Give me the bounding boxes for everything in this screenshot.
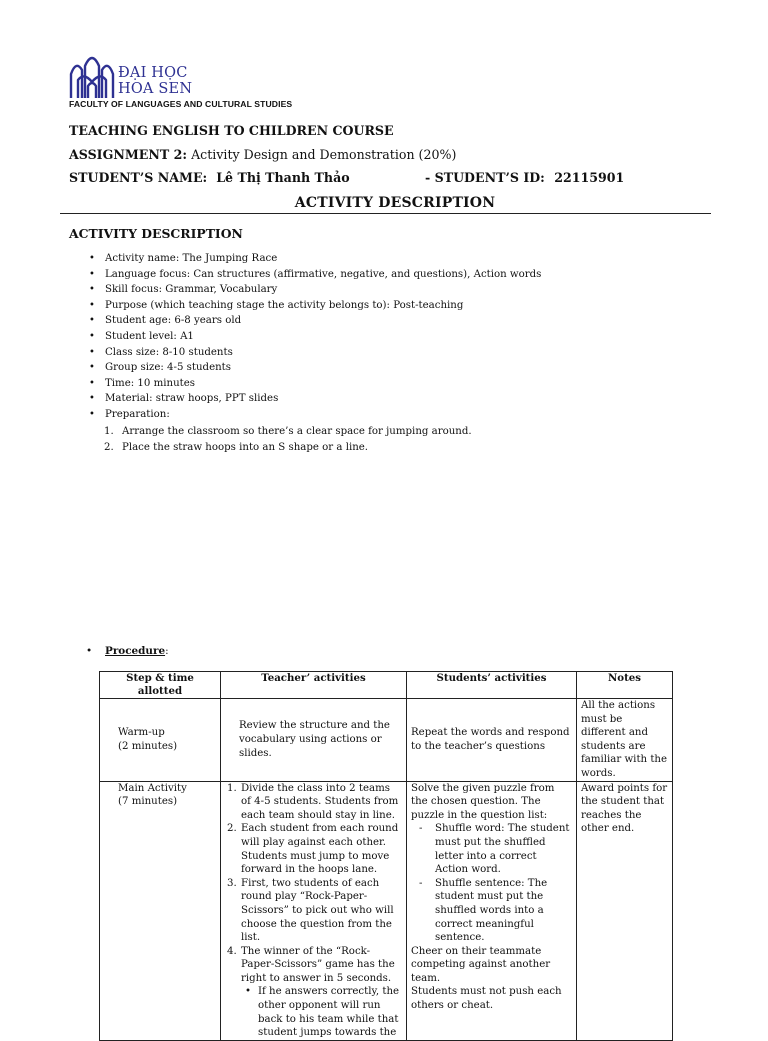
column-header: Step & time allotted (100, 672, 221, 699)
step-text: Each student from each round will play against each other. Students must jump to move forward in the hoops lane. (241, 823, 399, 876)
section-heading: ACTIVITY DESCRIPTION (69, 226, 243, 241)
step-number: 1. (104, 426, 114, 437)
step-number: 4. (227, 945, 237, 957)
main-teacher-cell (221, 781, 407, 1040)
logo-text-line2: HOA SEN (118, 81, 193, 97)
teacher-steps-list (225, 782, 402, 1040)
step-text: Arrange the classroom so there’s a clear space for jumping around. (122, 426, 472, 437)
course-title: TEACHING ENGLISH TO CHILDREN COURSE (69, 123, 394, 138)
teacher-step (225, 877, 402, 945)
step-text: Divide the class into 2 teams of 4-5 students. Students from each team should stay in line. (241, 782, 399, 821)
teacher-sub-list (241, 985, 402, 1039)
puzzle-type-item: - Shuffle word: The student must put the shuffled letter into a correct Action word. (411, 822, 572, 876)
step-text: The winner of the “Rock-Paper-Scissors” game has the right to answer in 5 seconds. (241, 945, 395, 984)
step-text: First, two students of each round play “Rock-Paper-Scissors” to pick out who will choose the question from the list. (241, 877, 394, 944)
detail-item: • Time: 10 minutes (86, 376, 541, 392)
assignment-title: Activity Design and Demonstration (20%) (191, 147, 457, 162)
bullet-icon: • (86, 645, 93, 657)
detail-item: • Preparation: (86, 407, 541, 423)
assignment-line (69, 147, 456, 162)
column-header: Notes (577, 672, 673, 699)
teacher-step (225, 822, 402, 876)
step-number: 2. (104, 441, 114, 453)
teacher-sub-item: • If he answers correctly, the other opponent will run back to his team while that student jumps towards the (241, 985, 402, 1039)
main-step-name: Main Activity (118, 782, 187, 794)
student-name: Lê Thị Thanh Thảo (216, 170, 350, 185)
students-intro: Solve the given puzzle from the chosen question. The puzzle in the question list: (411, 782, 555, 821)
preparation-step (104, 440, 472, 456)
detail-item: • Class size: 8-10 students (86, 345, 541, 361)
teacher-step (225, 782, 402, 823)
procedure-heading (86, 645, 169, 657)
detail-item: • Student level: A1 (86, 329, 541, 345)
detail-item: • Activity name: The Jumping Race (86, 251, 541, 267)
page-title: ACTIVITY DESCRIPTION (294, 195, 496, 211)
procedure-colon: : (165, 645, 169, 657)
lotus-logo-icon (67, 52, 117, 100)
detail-item: • Material: straw hoops, PPT slides (86, 391, 541, 407)
logo-text-line1: ĐẠI HỌC (118, 65, 188, 81)
main-step-cell (100, 781, 221, 1040)
warmup-step-name: Warm-up (118, 727, 165, 739)
column-header: Teacher’ activities (221, 672, 407, 699)
students-cheer: Cheer on their teammate competing against another team. (411, 945, 551, 984)
main-step-time: (7 minutes) (118, 796, 178, 808)
main-students-cell (407, 781, 577, 1040)
table-row (100, 699, 673, 782)
procedure-table (99, 671, 673, 1041)
faculty-name: FACULTY OF LANGUAGES AND CULTURAL STUDIES (69, 99, 293, 109)
detail-item: • Skill focus: Grammar, Vocabulary (86, 282, 541, 298)
preparation-list (104, 424, 472, 455)
student-id-label: - STUDENT’S ID: (425, 170, 545, 185)
step-text: Place the straw hoops into an S shape or a line. (122, 441, 369, 453)
table-header-row (100, 672, 673, 699)
detail-item: • Student age: 6-8 years old (86, 313, 541, 329)
student-id: 22115901 (554, 170, 625, 185)
warmup-students-cell: Repeat the words and respond to the teacher’s questions (407, 699, 577, 782)
puzzle-type-item: - Shuffle sentence: The student must put the shuffled words into a correct meaningful sentence. (411, 877, 572, 945)
step-number: 3. (227, 877, 237, 889)
warmup-step-time: (2 minutes) (118, 740, 178, 752)
procedure-label: Procedure (105, 645, 166, 657)
assignment-label: ASSIGNMENT 2: (69, 147, 188, 162)
table-row (100, 781, 673, 1040)
students-rule: Students must not push each others or cheat. (411, 986, 562, 1012)
step-number: 2. (227, 823, 237, 835)
detail-item: • Purpose (which teaching stage the activity belongs to): Post-teaching (86, 298, 541, 314)
title-divider (60, 213, 711, 214)
warmup-teacher-cell: Review the structure and the vocabulary using actions or slides. (221, 699, 407, 782)
warmup-notes-cell: All the actions must be different and students are familiar with the words. (577, 699, 673, 782)
detail-item: • Group size: 4-5 students (86, 360, 541, 376)
step-number: 1. (227, 782, 237, 794)
detail-item: • Language focus: Can structures (affirmative, negative, and questions), Action words (86, 267, 541, 283)
student-id-line (425, 170, 624, 185)
activity-details-list (86, 251, 541, 423)
preparation-step (104, 424, 472, 440)
warmup-step-cell (100, 699, 221, 782)
teacher-step (225, 945, 402, 1040)
student-name-label: STUDENT’S NAME: (69, 170, 208, 185)
student-name-line (69, 170, 350, 185)
column-header: Students’ activities (407, 672, 577, 699)
puzzle-types-list (411, 822, 572, 944)
main-notes-cell: Award points for the student that reaches the other end. (577, 781, 673, 1040)
